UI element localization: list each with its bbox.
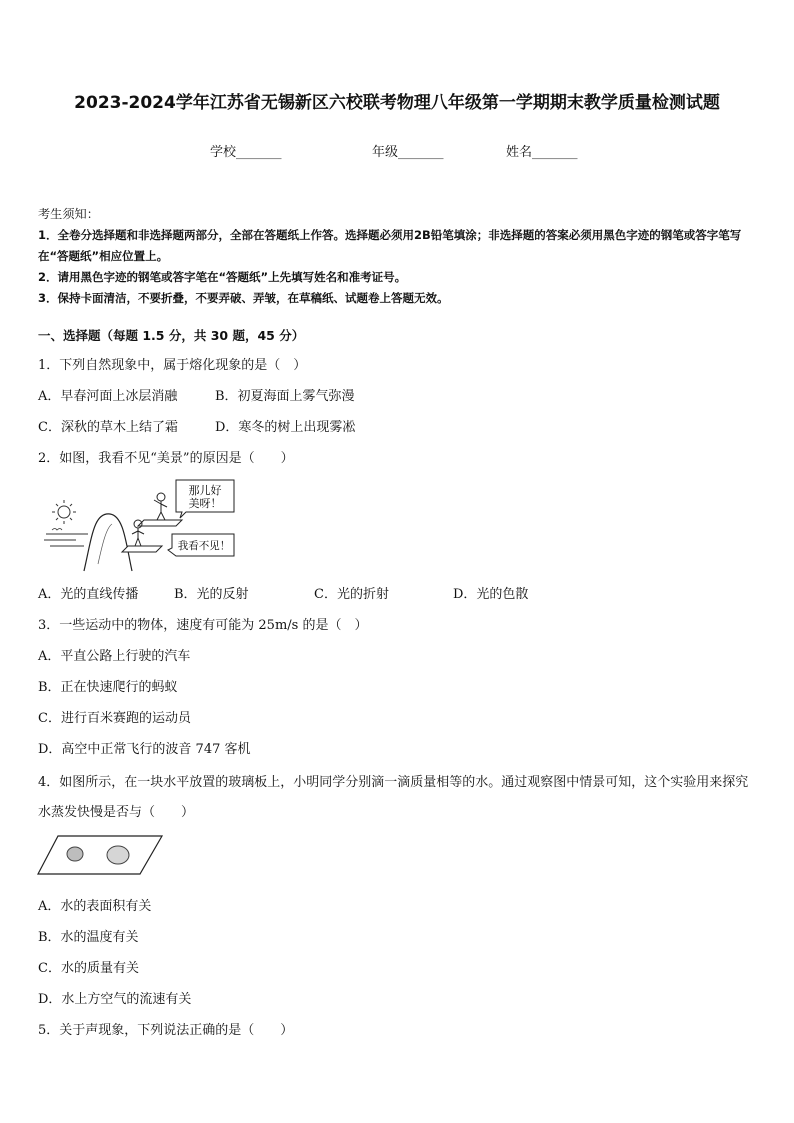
q1-option-b: B．初夏海面上雾气弥漫 (215, 389, 355, 404)
school-field (210, 141, 282, 160)
small-water-drop (67, 847, 83, 861)
bubble-top-line1: 那儿好 (188, 484, 222, 497)
q1-option-c: C．深秋的草木上结了霜 (38, 420, 178, 435)
q5-stem: 5．关于声现象，下列说法正确的是（ ） (38, 1023, 294, 1038)
q2-stem: 2．如图，我看不见“美景”的原因是（ ） (38, 451, 294, 466)
q2-option-b: B．光的反射 (174, 587, 249, 602)
hill-shape (84, 514, 132, 571)
notice-item-1: 1．全卷分选择题和非选择题两部分，全部在答题纸上作答。选择题必须用2B铅笔填涂；非选择题的答案必须用黑色字迹的钢笔或答字笔写在“答题纸”相应位置上。 (38, 228, 742, 263)
q1-option-a: A．早春河面上冰层消融 (38, 389, 178, 404)
q4-option-d: D．水上方空气的流速有关 (38, 992, 192, 1007)
q2-option-d: D．光的色散 (453, 587, 529, 602)
notice-heading: 考生须知： (38, 207, 99, 221)
q1-option-d: D．寒冬的树上出现雾凇 (215, 420, 356, 435)
name-label: 姓名 (506, 145, 533, 160)
speech-bubble-top (176, 480, 234, 518)
q4-option-b: B．水的温度有关 (38, 930, 139, 945)
grade-field (372, 141, 444, 160)
q4-stem: 4．如图所示，在一块水平放置的玻璃板上，小明同学分别滴一滴质量相等的水。通过观察图中情景可知，这个实验用来探究水蒸发快慢是否与（ ） (38, 775, 749, 820)
water-lines (44, 534, 88, 546)
upper-person-icon (138, 493, 182, 526)
page-title: 2023-2024学年江苏省无锡新区六校联考物理八年级第一学期期末教学质量检测试题 (74, 93, 720, 113)
sun-icon (52, 500, 76, 524)
q4-option-a: A．水的表面积有关 (38, 899, 152, 914)
speech-bubble-bottom (168, 534, 234, 556)
q2-figure (36, 476, 241, 576)
q4-glass-plate-figure (36, 834, 166, 878)
section-heading: 一、选择题（每题 1.5 分，共 30 题，45 分） (38, 328, 305, 343)
school-blank: _______ (236, 145, 282, 160)
name-blank: _______ (532, 145, 578, 160)
bird-icon (52, 529, 62, 531)
q2-option-c: C．光的折射 (314, 587, 389, 602)
name-field (506, 141, 578, 160)
bubble-bottom-text: 我看不见！ (177, 540, 231, 552)
bubble-top-line2: 美呀！ (188, 497, 222, 510)
glass-plate-shape (38, 836, 162, 874)
q3-option-c: C．进行百米赛跑的运动员 (38, 711, 191, 726)
q3-stem: 3．一些运动中的物体，速度有可能为 25m/s 的是（ ） (38, 618, 368, 633)
q1-stem: 1．下列自然现象中，属于熔化现象的是（ ） (38, 358, 307, 373)
q3-option-b: B．正在快速爬行的蚂蚁 (38, 680, 178, 695)
notice-item-2: 2．请用黑色字迹的钢笔或答字笔在“答题纸”上先填写姓名和准考证号。 (38, 270, 407, 284)
notice-item-3: 3．保持卡面清洁，不要折叠，不要弄破、弄皱，在草稿纸、试题卷上答题无效。 (38, 291, 449, 305)
grade-blank: _______ (398, 145, 444, 160)
q2-option-a: A．光的直线传播 (38, 587, 139, 602)
exam-notice (38, 204, 760, 309)
q3-option-a: A．平直公路上行驶的汽车 (38, 649, 191, 664)
school-label: 学校 (210, 145, 237, 160)
q3-option-d: D．高空中正常飞行的波音 747 客机 (38, 742, 251, 757)
large-water-drop (107, 846, 129, 864)
student-info-row (0, 141, 794, 163)
grade-label: 年级 (372, 145, 399, 160)
q4-option-c: C．水的质量有关 (38, 961, 139, 976)
